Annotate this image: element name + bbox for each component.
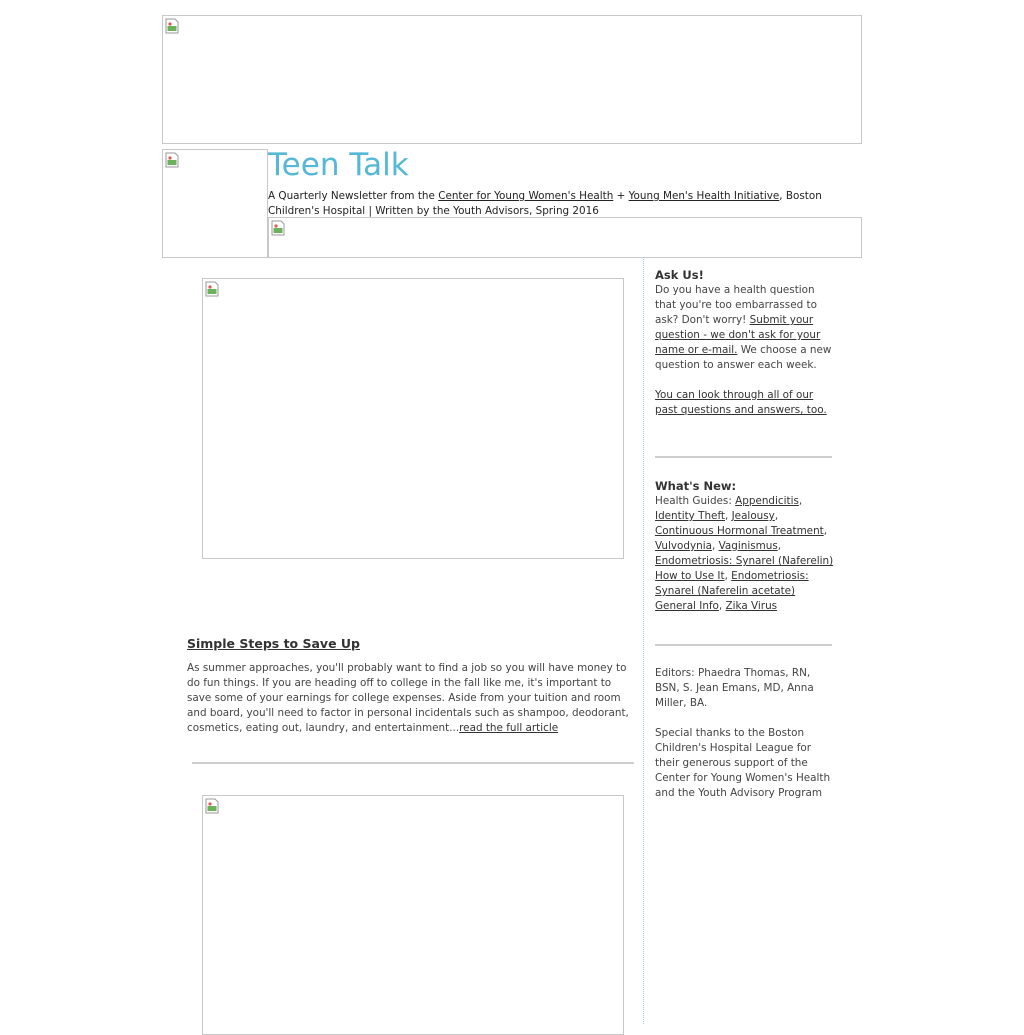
subtitle-suffix: , Boston Children's Hospital | Written by the Youth Advisors, Spring 2016 [268, 190, 822, 217]
guide-link-vaginismus[interactable]: Vaginismus [718, 540, 778, 552]
broken-image-icon [271, 220, 285, 236]
article-excerpt: As summer approaches, you'll probably want to find a job so you will have money to do fun things. If you are heading off to college in the fall like me, it's important to save some of your earnings for college expenses. Aside from your tuition and room and board, you'll need to factor in personal incidentals such as shampoo, deodorant, cosmetics, eating out, laundry, and entertainment... [187, 662, 629, 734]
article-image-2[interactable] [202, 795, 624, 1035]
cywh-link[interactable]: Center for Young Women's Health [438, 190, 614, 202]
article-image[interactable] [202, 278, 624, 559]
article-teaser [187, 635, 637, 736]
whats-new-list: Health Guides: Appendicitis, Identity Theft, Jealousy, Continuous Hormonal Treatment, Vulvodynia, Vaginismus, Endometriosis: Synarel (Naferelin) How to Use It, Endometriosis: Synarel (Naferelin acetate) General Info, Zika Virus [655, 495, 834, 612]
top-banner-image [162, 15, 862, 144]
ymhi-link[interactable]: Young Men's Health Initiative [628, 190, 780, 202]
newsletter-subtitle [268, 189, 828, 218]
guide-link-synarel-general[interactable]: Endometriosis: Synarel (Naferelin acetate) General Info [655, 570, 809, 612]
broken-image-icon [165, 18, 179, 34]
submit-question-link[interactable]: Submit your question - we don't ask for your name or e-mail. [655, 314, 821, 356]
ask-us-intro: Do you have a health question that you're too embarrassed to ask? Don't worry! [655, 284, 817, 326]
column-divider [643, 259, 644, 1024]
ask-us-heading: Ask Us! [655, 268, 704, 282]
guide-link-continuous-hormonal-treatment[interactable]: Continuous Hormonal Treatment [655, 525, 824, 537]
broken-image-icon [165, 152, 179, 168]
logo-image [162, 149, 268, 258]
editors-text: Editors: Phaedra Thomas, RN, BSN, S. Jean Emans, MD, Anna Miller, BA. [655, 667, 814, 709]
guide-link-identity-theft[interactable]: Identity Theft [655, 510, 725, 522]
guide-link-vulvodynia[interactable]: Vulvodynia [655, 540, 712, 552]
article-title-link[interactable]: Simple Steps to Save Up [187, 636, 360, 651]
broken-image-icon [205, 798, 219, 814]
subtitle-plus: + [613, 190, 629, 202]
sidebar-divider [655, 644, 832, 646]
thanks-text: Special thanks to the Boston Children's Hospital League for their generous support of the Center for Young Women's Health and the Youth Advisory Program [655, 727, 831, 799]
past-questions-link[interactable]: You can look through all of our past questions and answers, too. [655, 389, 827, 416]
newsletter-title: Teen Talk [268, 147, 409, 183]
subtitle-prefix: A Quarterly Newsletter from the [268, 190, 439, 202]
masthead-strip-image [268, 217, 862, 258]
guide-link-jealousy[interactable]: Jealousy [731, 510, 775, 522]
health-guides-label: Health Guides: [655, 495, 736, 507]
guide-link-synarel-how-to[interactable]: Endometriosis: Synarel (Naferelin) How to Use It [655, 555, 834, 582]
article-title [187, 635, 637, 652]
guide-link-zika-virus[interactable]: Zika Virus [725, 600, 778, 612]
ask-us-outro: We choose a new question to answer each week. [655, 344, 832, 371]
sidebar [655, 267, 835, 801]
sidebar-divider [655, 456, 832, 458]
ask-us-text [655, 283, 835, 373]
article-body [187, 661, 637, 736]
read-more-link[interactable]: read the full article [459, 722, 559, 734]
past-questions-text [655, 388, 835, 418]
broken-image-icon [205, 281, 219, 297]
whats-new-heading: What's New: [655, 479, 737, 493]
article-divider [192, 762, 634, 764]
guide-link-appendicitis[interactable]: Appendicitis [735, 495, 799, 507]
